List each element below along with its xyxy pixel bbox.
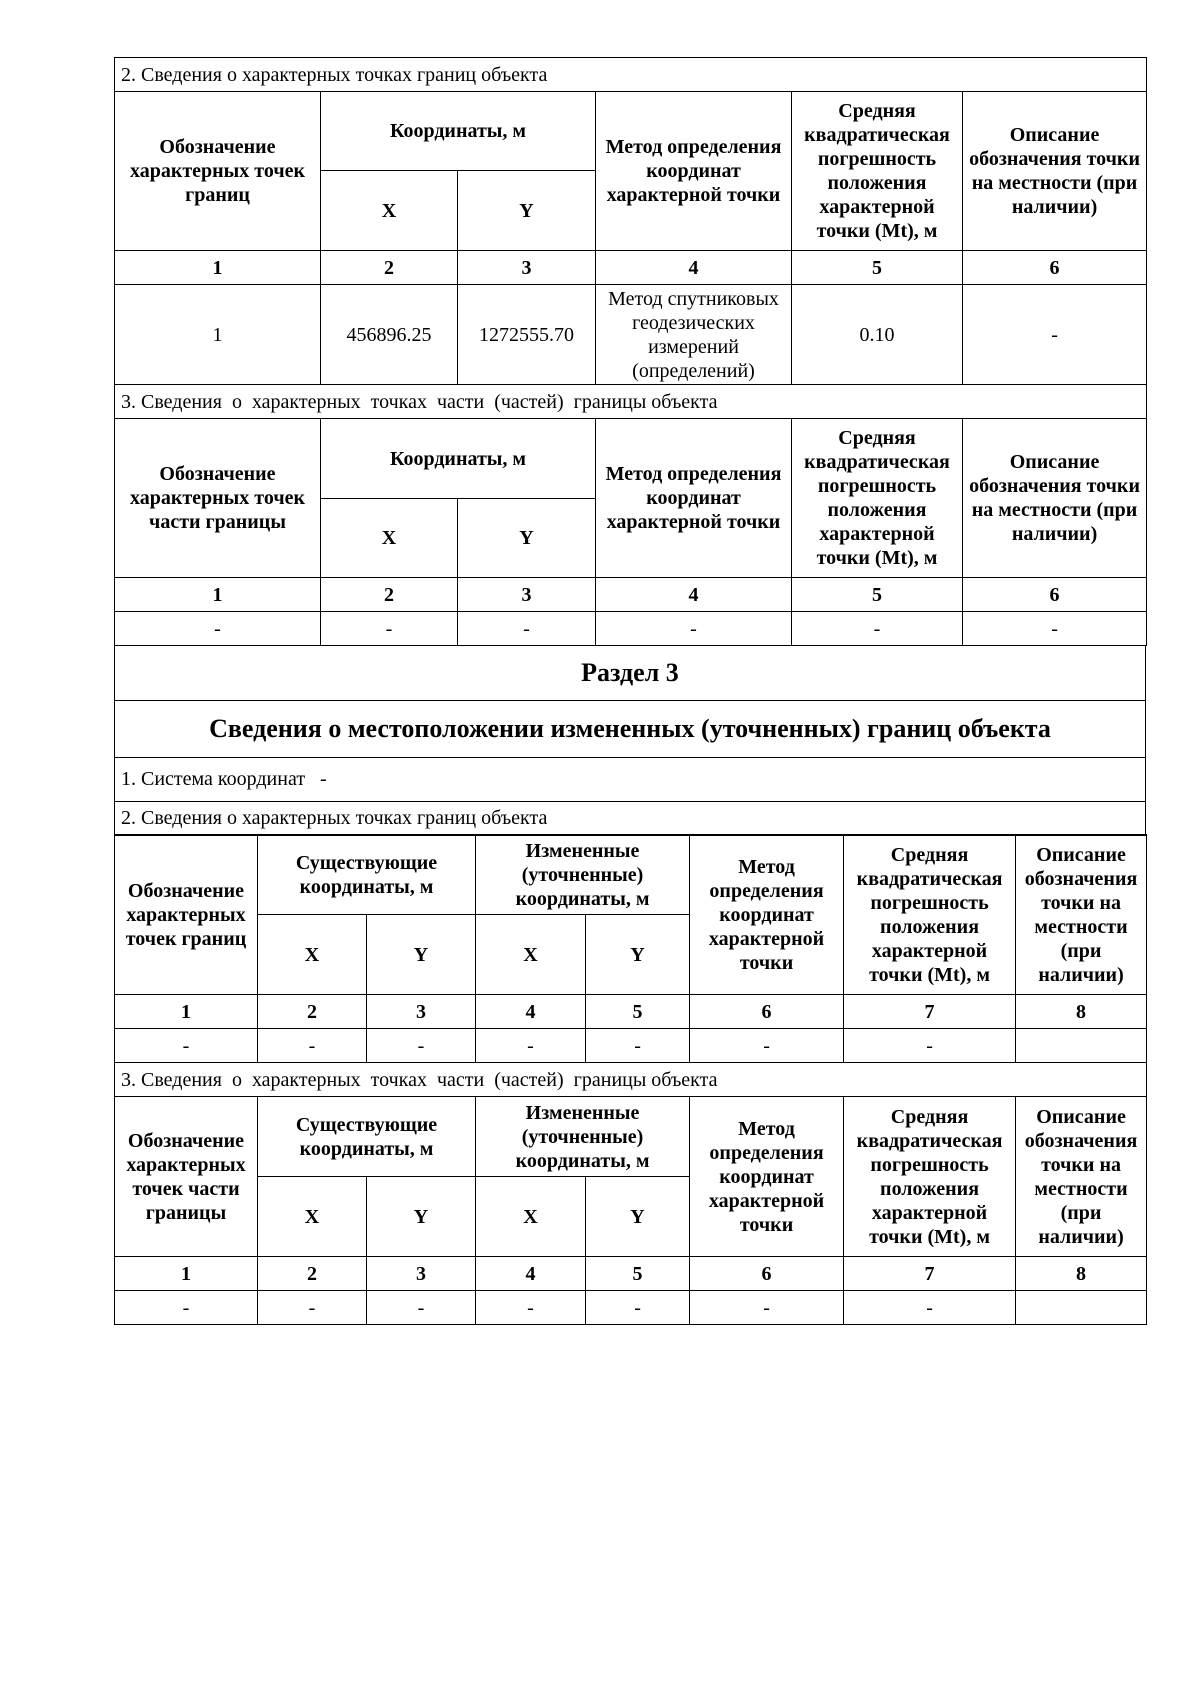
y-header: Y (586, 1177, 690, 1257)
column-number: 6 (963, 251, 1147, 285)
column-number: 3 (458, 578, 596, 612)
column-number: 3 (458, 251, 596, 285)
empty-value-cell: - (367, 1291, 476, 1325)
column-number: 1 (115, 578, 321, 612)
empty-value-cell: - (844, 1291, 1016, 1325)
y-header: Y (458, 171, 596, 251)
column-number: 2 (258, 995, 367, 1029)
boundary-points-heading: 2. Сведения о характерных точках границ объекта (115, 58, 1147, 92)
empty-value-cell: - (458, 612, 596, 646)
designation-header: Обозначение характерных точек части границы (115, 419, 321, 578)
description-cell: - (963, 285, 1147, 385)
column-number: 6 (690, 995, 844, 1029)
column-number: 7 (844, 995, 1016, 1029)
empty-value-cell: - (258, 1291, 367, 1325)
column-number: 5 (586, 995, 690, 1029)
empty-value-cell: - (690, 1291, 844, 1325)
description-header: Описание обозначения точки на местности (при наличии) (1016, 1097, 1147, 1257)
empty-value-cell: - (963, 612, 1147, 646)
empty-value-cell: - (792, 612, 963, 646)
coords-header: Координаты, м (321, 419, 596, 499)
column-number: 4 (476, 1257, 586, 1291)
y-coordinate-cell: 1272555.70 (458, 285, 596, 385)
changed-part-boundary-points-heading: 3. Сведения о характерных точках части (частей) границы объекта (115, 1063, 1147, 1097)
empty-value-cell (1016, 1029, 1147, 1063)
error-cell: 0.10 (792, 285, 963, 385)
column-number: 8 (1016, 995, 1147, 1029)
existing-coords-header: Существующие координаты, м (258, 1097, 476, 1177)
x-header: X (476, 1177, 586, 1257)
y-header: Y (586, 915, 690, 995)
changed-coords-header: Измененные (уточненные) координаты, м (476, 835, 690, 915)
method-header: Метод определения координат характерной точки (596, 419, 792, 578)
method-header: Метод определения координат характерной точки (596, 92, 792, 251)
column-number: 2 (258, 1257, 367, 1291)
y-header: Y (458, 499, 596, 578)
designation-header: Обозначение характерных точек границ (115, 92, 321, 251)
method-header: Метод определения координат характерной точки (690, 835, 844, 995)
column-number: 5 (586, 1257, 690, 1291)
empty-value-cell: - (844, 1029, 1016, 1063)
empty-value-cell: - (690, 1029, 844, 1063)
column-number: 2 (321, 578, 458, 612)
column-number: 3 (367, 995, 476, 1029)
column-number: 5 (792, 251, 963, 285)
x-header: X (258, 915, 367, 995)
x-header: X (476, 915, 586, 995)
empty-value-cell: - (476, 1291, 586, 1325)
y-header: Y (367, 915, 476, 995)
section-number: Раздел 3 (115, 645, 1146, 700)
description-header: Описание обозначения точки на местности (при наличии) (963, 419, 1147, 578)
method-cell: Метод спутниковых геодезических измерений (определений) (596, 285, 792, 385)
column-number: 4 (476, 995, 586, 1029)
empty-value-cell: - (115, 612, 321, 646)
empty-value-cell: - (596, 612, 792, 646)
error-header: Средняя квадратическая погрешность положения характерной точки (Mt), м (844, 1097, 1016, 1257)
column-number: 1 (115, 1257, 258, 1291)
column-number: 1 (115, 995, 258, 1029)
section3-header-table (114, 645, 1146, 836)
empty-value-cell: - (115, 1291, 258, 1325)
method-header: Метод определения координат характерной точки (690, 1097, 844, 1257)
empty-value-cell: - (321, 612, 458, 646)
error-header: Средняя квадратическая погрешность положения характерной точки (Mt), м (792, 92, 963, 251)
existing-coords-header: Существующие координаты, м (258, 835, 476, 915)
point-id-cell: 1 (115, 285, 321, 385)
empty-value-cell: - (476, 1029, 586, 1063)
empty-value-cell: - (586, 1029, 690, 1063)
column-number: 7 (844, 1257, 1016, 1291)
x-header: X (321, 499, 458, 578)
error-header: Средняя квадратическая погрешность положения характерной точки (Mt), м (844, 835, 1016, 995)
x-header: X (258, 1177, 367, 1257)
document-page (114, 57, 1146, 1325)
boundary-points-table (114, 57, 1147, 646)
column-number: 4 (596, 578, 792, 612)
coordinate-system-row: 1. Система координат - (115, 757, 1146, 801)
designation-header: Обозначение характерных точек части границы (115, 1097, 258, 1257)
column-number: 8 (1016, 1257, 1147, 1291)
column-number: 1 (115, 251, 321, 285)
column-number: 2 (321, 251, 458, 285)
column-number: 6 (963, 578, 1147, 612)
empty-value-cell (1016, 1291, 1147, 1325)
x-coordinate-cell: 456896.25 (321, 285, 458, 385)
section-title: Сведения о местоположении измененных (уточненных) границ объекта (115, 700, 1146, 757)
empty-value-cell: - (115, 1029, 258, 1063)
x-header: X (321, 171, 458, 251)
changed-coords-header: Измененные (уточненные) координаты, м (476, 1097, 690, 1177)
empty-value-cell: - (586, 1291, 690, 1325)
empty-value-cell: - (367, 1029, 476, 1063)
changed-boundary-points-table (114, 834, 1147, 1325)
error-header: Средняя квадратическая погрешность положения характерной точки (Mt), м (792, 419, 963, 578)
designation-header: Обозначение характерных точек границ (115, 835, 258, 995)
empty-value-cell: - (258, 1029, 367, 1063)
description-header: Описание обозначения точки на местности (при наличии) (963, 92, 1147, 251)
y-header: Y (367, 1177, 476, 1257)
description-header: Описание обозначения точки на местности (при наличии) (1016, 835, 1147, 995)
part-boundary-points-heading: 3. Сведения о характерных точках части (частей) границы объекта (115, 385, 1147, 419)
column-number: 6 (690, 1257, 844, 1291)
column-number: 5 (792, 578, 963, 612)
changed-boundary-points-heading: 2. Сведения о характерных точках границ объекта (115, 801, 1146, 835)
coords-header: Координаты, м (321, 92, 596, 171)
column-number: 4 (596, 251, 792, 285)
column-number: 3 (367, 1257, 476, 1291)
